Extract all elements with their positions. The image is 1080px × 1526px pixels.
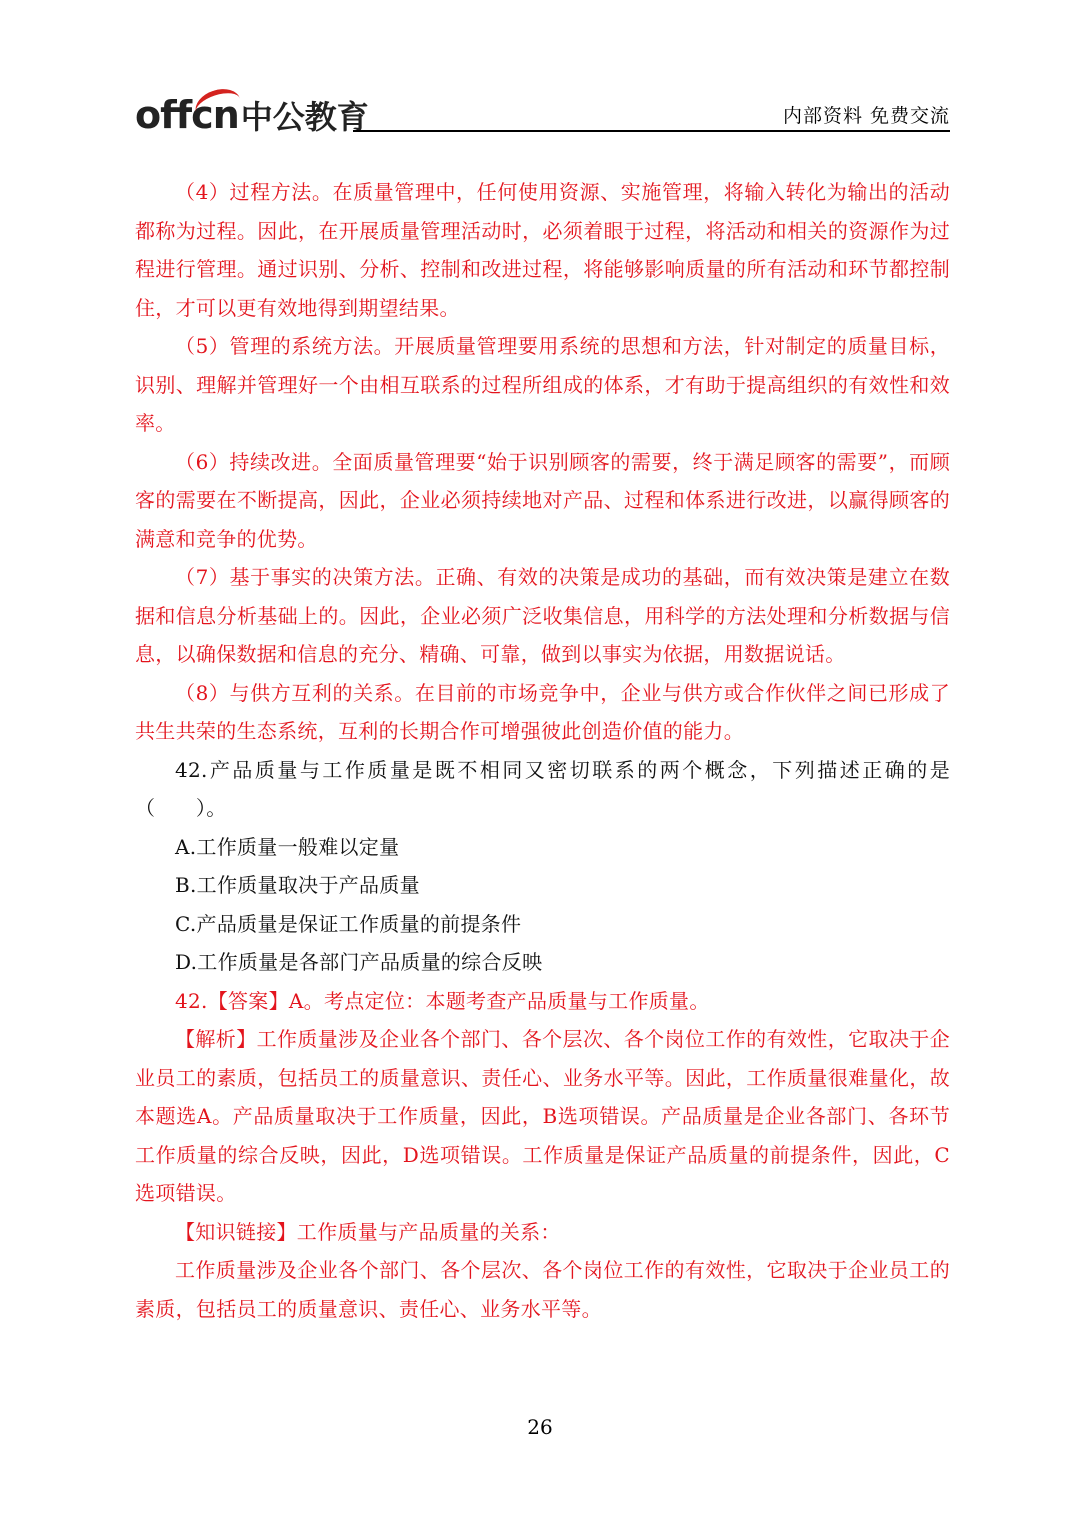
paragraph-continuous-improvement: （6）持续改进。全面质量管理要“始于识别顾客的需要，终于满足顾客的需要”，而顾客的需要在不断提高，因此，企业必须持续地对产品、过程和体系进行改进，以赢得顾客的满意和竞争的优势。	[135, 449, 950, 551]
option-b: B.工作质量取决于产品质量	[175, 873, 420, 897]
answer-42: 42.【答案】A。考点定位：本题考查产品质量与工作质量。	[175, 988, 710, 1013]
option-a: A.工作质量一般难以定量	[175, 834, 400, 859]
question-42: 42.产品质量与工作质量是既不相同又密切联系的两个概念，下列描述正确的是（ ）。	[135, 757, 950, 820]
page-content	[135, 173, 950, 1328]
option-d: D.工作质量是各部门产品质量的综合反映	[175, 950, 543, 974]
header-rule	[353, 130, 950, 132]
logo-chinese-text: 中公教育	[240, 98, 369, 136]
paragraph-process-method: （4）过程方法。在质量管理中，任何使用资源、实施管理，将输入转化为输出的活动都称为过程。因此，在开展质量管理活动时，必须着眼于过程，将活动和相关的资源作为过程进行管理。通过识别、分析、控制和改进过程，将能够影响质量的所有活动和环节都控制住，才可以更有效地得到期望结果。	[135, 180, 950, 320]
paragraph-supplier-relation: （8）与供方互利的关系。在目前的市场竞争中，企业与供方或合作伙伴之间已形成了共生共荣的生态系统，互利的长期合作可增强彼此创造价值的能力。	[135, 680, 950, 743]
offcn-logo	[135, 93, 369, 137]
option-c: C.产品质量是保证工作质量的前提条件	[175, 911, 522, 936]
page-header	[135, 84, 950, 137]
header-note: 内部资料 免费交流	[777, 101, 950, 128]
analysis-42: 【解析】工作质量涉及企业各个部门、各个层次、各个岗位工作的有效性，它取决于企业员工的素质，包括员工的质量意识、责任心、业务水平等。因此，工作质量很难量化，故本题选A。产品质量取决于工作质量，因此，B选项错误。产品质量是企业各部门、各环节工作质量的综合反映，因此，D选项错误。工作质量是保证产品质量的前提条件，因此，C选项错误。	[135, 1027, 950, 1205]
page-number: 26	[527, 1415, 553, 1439]
logo-latin-text: offcn	[135, 93, 239, 137]
knowledge-link-body: 工作质量涉及企业各个部门、各个层次、各个岗位工作的有效性，它取决于企业员工的素质，包括员工的质量意识、责任心、业务水平等。	[135, 1258, 950, 1321]
paragraph-system-method: （5）管理的系统方法。开展质量管理要用系统的思想和方法，针对制定的质量目标，识别、理解并管理好一个由相互联系的过程所组成的体系，才有助于提高组织的有效性和效率。	[135, 334, 950, 435]
paragraph-fact-based-decision: （7）基于事实的决策方法。正确、有效的决策是成功的基础，而有效决策是建立在数据和信息分析基础上的。因此，企业必须广泛收集信息，用科学的方法处理和分析数据与信息，以确保数据和信息的充分、精确、可靠，做到以事实为依据，用数据说话。	[135, 565, 950, 666]
knowledge-link-heading: 【知识链接】工作质量与产品质量的关系：	[175, 1219, 561, 1244]
